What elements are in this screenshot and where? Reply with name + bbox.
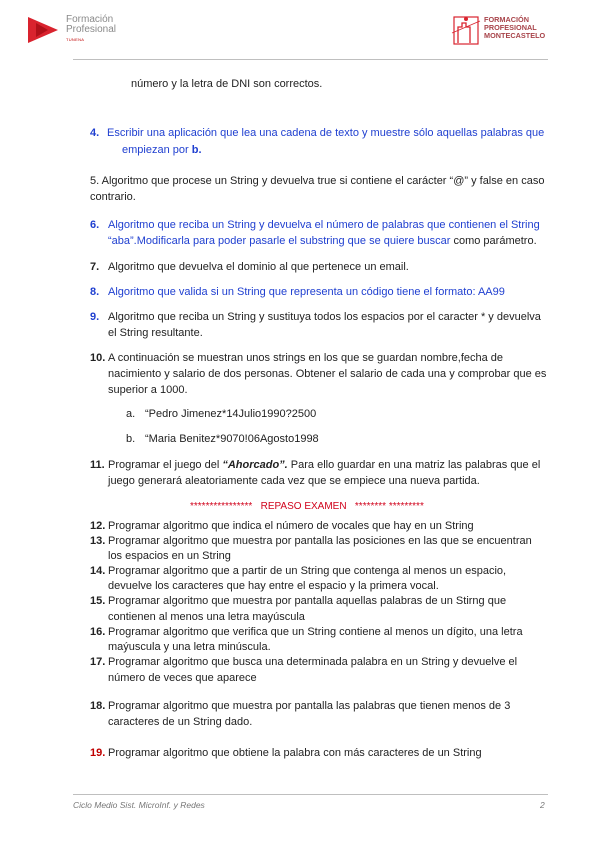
- left-logo-line1: Formación: [66, 14, 114, 25]
- page-header: [0, 0, 600, 60]
- footer-course-name: Ciclo Medio Sist. MicroInf. y Redes: [73, 800, 205, 810]
- intro-text: número y la letra de DNI son correctos.: [131, 78, 323, 90]
- exercise-19-number: 19.: [90, 747, 106, 759]
- exercise-12-line1: Programar algoritmo que indica el número de vocales que hay en un String: [108, 520, 474, 532]
- exercise-10a-text: “Pedro Jimenez*14Julio1990?2500: [145, 408, 317, 420]
- exercise-7-number: 7.: [90, 261, 100, 273]
- page-number: 2: [540, 800, 545, 810]
- exercise-13-line1: Programar algoritmo que muestra por pantalla las posiciones en las que se encuentran: [108, 535, 532, 547]
- exercise-17-line2: número de veces que aparece: [108, 672, 257, 684]
- exercise-14-line2: devuelve los caracteres que hay entre el espacio y la primera vocal.: [108, 580, 439, 592]
- exercise-12-number: 12.: [90, 520, 106, 532]
- exercise-16-line2: maýuscula y una letra minúscula.: [108, 641, 271, 653]
- exercise-6-line2: [108, 233, 537, 249]
- exercise-15-line1: Programar algoritmo que muestra por pantalla aquellas palabras de un Stirng que: [108, 595, 507, 607]
- exercise-5-line2: contrario.: [90, 191, 136, 203]
- exercise-13-number: 13.: [90, 535, 106, 547]
- exercise-11-line1: [108, 457, 540, 473]
- exercise-19-line1: Programar algoritmo que obtiene la palabra con más caracteres de un String: [108, 747, 482, 759]
- exercise-4-line2: [122, 142, 202, 158]
- exercise-14-line1: Programar algoritmo que a partir de un String que contenga al menos un espacio,: [108, 565, 507, 577]
- exercise-5-line1: 5. Algoritmo que procese un String y devuelva true si contiene el carácter “@” y false en caso: [90, 175, 545, 187]
- exercise-4-bold-b: b.: [191, 144, 202, 156]
- exercise-11-ahorcado: “Ahorcado”.: [222, 459, 288, 471]
- exercise-16-line1: Programar algoritmo que verifica que un String contiene al menos un dígito, una letra: [108, 626, 523, 638]
- exercise-10b-label: b.: [126, 433, 136, 445]
- exercise-7-text: Algoritmo que devuelva el dominio al que pertenece un email.: [108, 261, 409, 273]
- exercise-17-line1: Programar algoritmo que busca una determinada palabra en un String y devuelve el: [108, 656, 518, 668]
- exercise-11-pre: Programar el juego del: [108, 459, 223, 471]
- exercise-4-line2-text: empiezan por: [122, 144, 192, 156]
- exercise-14-number: 14.: [90, 565, 106, 577]
- exercise-6-line1: Algoritmo que reciba un String y devuelva el número de palabras que contienen el String: [108, 219, 540, 231]
- castle-logo-icon: [450, 13, 482, 47]
- exercise-4-line1: Escribir una aplicación que lea una cadena de texto y muestre sólo aquellas palabras que: [107, 127, 545, 139]
- exercise-6-line2-blue: “aba”.Modificarla para poder pasarle el substring que se quiere buscar: [108, 235, 451, 247]
- exercise-11-post: Para ello guardar en una matriz las palabras que el: [287, 459, 541, 471]
- right-logo-line3: MONTECASTELO: [484, 31, 546, 40]
- exercise-8-text: Algoritmo que valida si un String que representa un código tiene el formato: AA99: [108, 286, 505, 298]
- exercise-15-line2: contienen al menos una letra mayúscula: [108, 611, 305, 623]
- exercise-9-line1: Algoritmo que reciba un String y sustituya todos los espacios por el caracter * y devuelva: [108, 311, 541, 323]
- exercise-9-line2: el String resultante.: [108, 327, 203, 339]
- exercise-18-line1: Programar algoritmo que muestra por pantalla las palabras que tienen menos de 3: [108, 700, 511, 712]
- exercise-11-line2: juego generará aleatoriamente cada vez que se empiece una nueva partida.: [108, 475, 480, 487]
- repaso-title: REPASO EXAMEN: [260, 501, 347, 512]
- exercise-10-line3: superior a 1000.: [108, 384, 188, 396]
- exercise-11-number: 11.: [90, 459, 105, 471]
- exercise-17-number: 17.: [90, 656, 106, 668]
- exercise-18-number: 18.: [90, 700, 106, 712]
- exercise-9-number: 9.: [90, 311, 100, 323]
- exercise-16-number: 16.: [90, 626, 106, 638]
- exercise-15-number: 15.: [90, 595, 106, 607]
- header-divider: [73, 59, 548, 60]
- left-logo-line2: Profesional: [66, 24, 117, 35]
- exercise-13-line2: los espacios en un String: [108, 550, 231, 562]
- footer-divider: [73, 794, 548, 795]
- exercise-10-line1: A continuación se muestran unos strings en los que se guardan nombre,fecha de: [108, 352, 504, 364]
- right-logo-line1: FORMACIÓN: [484, 15, 529, 24]
- exercise-10-line2: nacimiento y salario de dos personas. Obtener el salario de cada una y comprobar que es: [108, 368, 547, 380]
- right-logo-text: [484, 16, 545, 40]
- exercise-4-number: 4.: [90, 127, 100, 139]
- left-logo-text: [66, 15, 116, 35]
- exercise-6-line2-black: como parámetro.: [450, 235, 537, 247]
- montecastelo-logo: [450, 13, 560, 47]
- exercise-10-number: 10.: [90, 352, 106, 364]
- left-logo-sub: TUNENA: [66, 37, 85, 42]
- repaso-examen-heading: [190, 501, 424, 512]
- play-triangle-logo-icon: [28, 17, 58, 43]
- exercise-6-number: 6.: [90, 219, 100, 231]
- exercise-10b-text: “Maria Benitez*9070!06Agosto1998: [145, 433, 319, 445]
- right-logo-line2: PROFESIONAL: [484, 23, 537, 32]
- repaso-stars-left: ****************: [190, 501, 253, 512]
- repaso-stars-right: ******** *********: [354, 501, 424, 512]
- exercise-8-number: 8.: [90, 286, 100, 298]
- exercise-18-line2: caracteres de un String dado.: [108, 716, 253, 728]
- exercise-10a-label: a.: [126, 408, 136, 420]
